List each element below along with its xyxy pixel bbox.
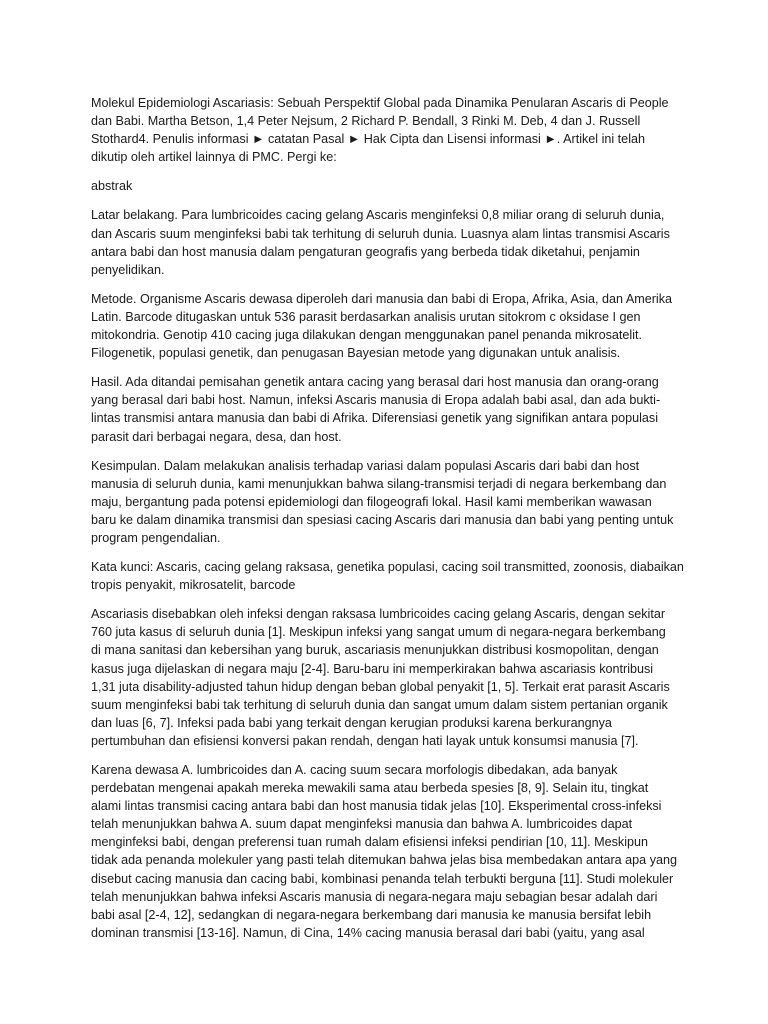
conclusion-paragraph: Kesimpulan. Dalam melakukan analisis terhadap variasi dalam populasi Ascaris dari babi dan host manusia di seluruh dunia, kami menunjukkan bahwa silang-transmisi terjadi di negara berkembang dan maju, bergantung pada potensi epidemiologi dan filogeografi lokal. Hasil kami memberikan wawasan baru ke dalam dinamika transmisi dan spesiasi cacing Ascaris dari manusia dan babi yang penting untuk program pengendalian. [91,458,674,545]
keywords-paragraph: Kata kunci: Ascaris, cacing gelang raksasa, genetika populasi, cacing soil transmitted, zoonosis, diabaikan tropis penyakit, mikrosatelit, barcode [91,560,684,593]
abstract-heading: abstrak [91,179,133,194]
background-paragraph: Latar belakang. Para lumbricoides cacing gelang Ascaris menginfeksi 0,8 miliar orang di seluruh dunia, dan Ascaris suum menginfeksi babi tak terhitung di seluruh dunia. Luasnya alam lintas transmisi Ascaris antara babi dan host manusia dalam pengaturan geografis yang berbeda tidak diketahui, penjamin penyelidikan. [91,208,670,277]
body-paragraph: Karena dewasa A. lumbricoides dan A. cacing suum secara morfologis dibedakan, ada banyak perdebatan mengenai apakah mereka mewakili sama atau berbeda spesies [8, 9]. Selain itu, tingkat alami lintas transmisi cacing antara babi dan host manusia tidak jelas [10]. Eksperimental cross-infeksi telah menunjukkan bahwa A. suum dapat menginfeksi manusia dan bahwa A. lumbricoides dapat menginfeksi babi, dengan preferensi tuan rumah dalam efisiensi infeksi pendirian [10, 11]. Meskipun tidak ada penanda molekuler yang pasti telah ditemukan bahwa jelas bisa membedakan antara apa yang disebut cacing manusia dan cacing babi, kombinasi penanda telah terbukti berguna [11]. Studi molekuler telah menunjukkan bahwa infeksi Ascaris manusia di negara-negara maju sebagian besar adalah dari babi asal [2-4, 12], sedangkan di negara-negara berkembang dari manusia ke manusia bersifat lebih dominan transmisi [13-16]. Namun, di Cina, 14% cacing manusia berasal dari babi (yaitu, yang asal [91,763,677,940]
methods-paragraph: Metode. Organisme Ascaris dewasa diperoleh dari manusia dan babi di Eropa, Afrika, Asia, dan Amerika Latin. Barcode ditugaskan untuk 536 parasit berdasarkan analisis urutan sitokrom c oksidase I gen mitokondria. Genotip 410 cacing juga dilakukan dengan menggunakan panel penanda mikrosatelit. Filogenetik, populasi genetik, dan penugasan Bayesian metode yang digunakan untuk analisis. [91,291,673,361]
article-header-paragraph: Molekul Epidemiologi Ascariasis: Sebuah Perspektif Global pada Dinamika Penularan Ascaris di People dan Babi. Martha Betson, 1,4 Peter Nejsum, 2 Richard P. Bendall, 3 Rinki M. Deb, 4 dan J. Russell Stothard4. Penulis informasi ► catatan Pasal ► Hak Cipta dan Lisensi informasi ►. Artikel ini telah dikutip oleh artikel lainnya di PMC. Pergi ke: [91,96,669,165]
results-paragraph: Hasil. Ada ditandai pemisahan genetik antara cacing yang berasal dari host manusia dan orang-orang yang berasal dari babi host. Namun, infeksi Ascaris manusia di Eropa adalah babi asal, dan ada bukti- lintas transmisi antara manusia dan babi di Afrika. Diferensiasi genetik yang signifikan antara populasi parasit dari berbagai negara, desa, dan host. [91,375,661,444]
intro-paragraph: Ascariasis disebabkan oleh infeksi dengan raksasa lumbricoides cacing gelang Ascaris, dengan sekitar 760 juta kasus di seluruh dunia [1]. Meskipun infeksi yang sangat umum di negara-negara berkembang di mana sanitasi dan kebersihan yang buruk, ascariasis menunjukkan distribusi kosmopolitan, dengan kasus juga dijelaskan di negara maju [2-4]. Baru-baru ini memperkirakan bahwa ascariasis kontribusi 1,31 juta disability-adjusted tahun hidup dengan beban global penyakit [1, 5]. Terkait erat parasit Ascaris suum menginfeksi babi tak terhitung di seluruh dunia dan sangat umum dalam sistem pertanian organik dan luas [6, 7]. Infeksi pada babi yang terkait dengan kerugian produksi karena berkurangnya pertumbuhan dan efisiensi konversi pakan rendah, dengan hati layak untuk konsumsi manusia [7]. [91,607,670,748]
